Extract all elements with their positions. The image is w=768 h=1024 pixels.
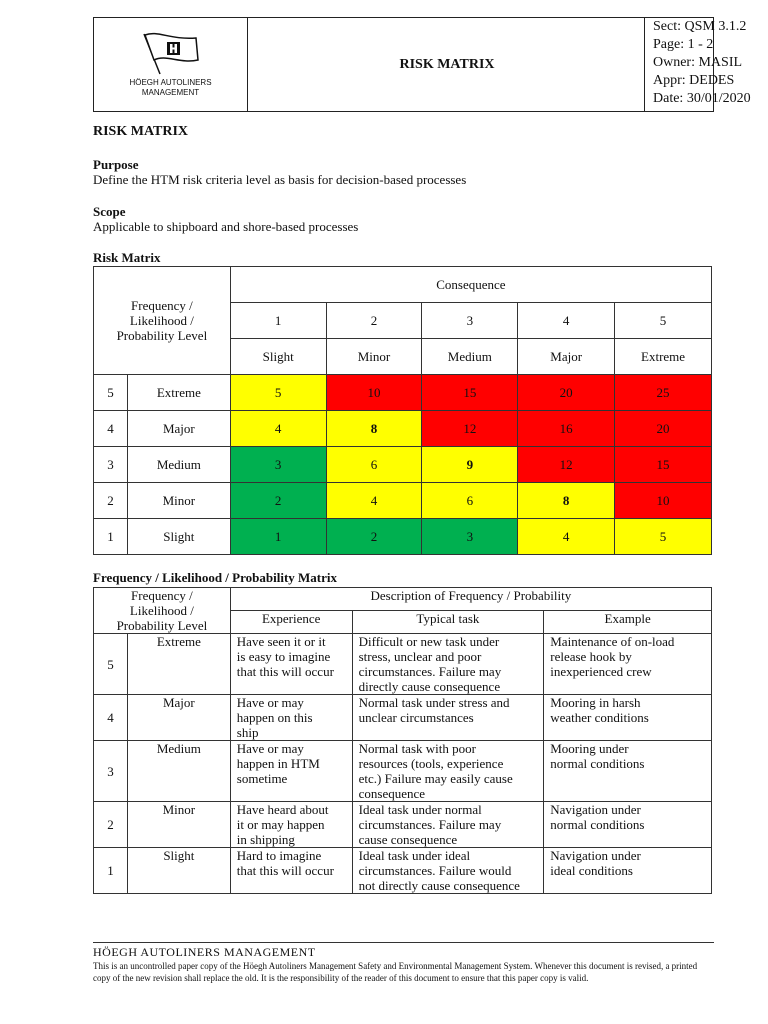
risk-score-cell: 8 xyxy=(518,483,615,519)
example-cell xyxy=(544,848,712,894)
risk-score-cell: 10 xyxy=(615,483,712,519)
company-name-line2: MANAGEMENT xyxy=(141,88,200,97)
risk-matrix-heading: Risk Matrix xyxy=(93,250,161,265)
risk-row xyxy=(94,519,712,555)
row-header-line: Probability Level xyxy=(116,328,208,343)
text-line: normal conditions xyxy=(550,817,645,832)
risk-score-cell: 3 xyxy=(230,447,326,483)
row-header-line: Frequency / xyxy=(131,588,193,603)
company-name xyxy=(94,78,247,98)
risk-score-cell: 5 xyxy=(230,375,326,411)
text-line: circumstances. Failure would xyxy=(358,863,512,878)
risk-score-cell: 4 xyxy=(518,519,615,555)
risk-score-cell: 15 xyxy=(615,447,712,483)
row-header-line: Frequency / xyxy=(131,298,193,313)
text-line: not directly cause consequence xyxy=(358,878,520,893)
experience-cell xyxy=(230,695,352,741)
risk-score-cell: 20 xyxy=(518,375,615,411)
text-line: Have or may xyxy=(236,741,304,756)
text-line: stress, unclear and poor xyxy=(358,649,482,664)
freq-row xyxy=(94,695,712,741)
company-name-line1: HÖEGH AUTOLINERS xyxy=(129,78,212,87)
frequency-level: 4 xyxy=(94,411,128,447)
text-line: Ideal task under normal xyxy=(358,802,482,817)
page-ref: Page: 1 - 2 xyxy=(653,37,714,52)
risk-score-cell: 16 xyxy=(518,411,615,447)
consequence-number: 5 xyxy=(615,303,712,339)
consequence-name: Minor xyxy=(326,339,422,375)
experience-header: Experience xyxy=(230,611,352,634)
text-line: inexperienced crew xyxy=(550,664,652,679)
example-cell xyxy=(544,634,712,695)
text-line: resources (tools, experience xyxy=(358,756,504,771)
consequence-number: 1 xyxy=(230,303,326,339)
risk-row-header xyxy=(94,267,231,375)
consequence-name: Major xyxy=(518,339,615,375)
text-line: Normal task under stress and xyxy=(358,695,510,710)
risk-score-cell: 5 xyxy=(615,519,712,555)
text-line: in shipping xyxy=(236,832,295,847)
risk-score-cell: 2 xyxy=(230,483,326,519)
document-title: RISK MATRIX xyxy=(93,124,189,139)
text-line: Have seen it or it xyxy=(236,634,326,649)
text-line: circumstances. Failure may xyxy=(358,817,502,832)
purpose-text: Define the HTM risk criteria level as basis for decision-based processes xyxy=(93,172,467,187)
text-line: that this will occur xyxy=(236,664,334,679)
text-line: normal conditions xyxy=(550,756,645,771)
freq-name: Extreme xyxy=(127,634,230,695)
row-header-line: Likelihood / xyxy=(129,313,194,328)
consequence-number: 3 xyxy=(422,303,518,339)
risk-score-cell: 25 xyxy=(615,375,712,411)
freq-row xyxy=(94,802,712,848)
text-line: release hook by xyxy=(550,649,632,664)
risk-score-cell: 4 xyxy=(230,411,326,447)
freq-name: Major xyxy=(127,695,230,741)
freq-row xyxy=(94,848,712,894)
risk-score-cell: 1 xyxy=(230,519,326,555)
frequency-name: Major xyxy=(127,411,230,447)
freq-level: 3 xyxy=(94,741,128,802)
frequency-level: 5 xyxy=(94,375,128,411)
frequency-level: 3 xyxy=(94,447,128,483)
approver-ref: Appr: DEDES xyxy=(653,73,735,88)
consequence-name: Extreme xyxy=(615,339,712,375)
text-line: that this will occur xyxy=(236,863,334,878)
typical-task-header: Typical task xyxy=(352,611,544,634)
task-cell xyxy=(352,741,544,802)
task-cell xyxy=(352,802,544,848)
owner-ref: Owner: MASIL xyxy=(653,55,743,70)
risk-score-cell: 6 xyxy=(422,483,518,519)
task-cell xyxy=(352,695,544,741)
text-line: consequence xyxy=(358,786,426,801)
risk-row xyxy=(94,375,712,411)
freq-row xyxy=(94,741,712,802)
risk-score-cell: 3 xyxy=(422,519,518,555)
text-line: it or may happen xyxy=(236,817,325,832)
scope-heading: Scope xyxy=(93,204,126,219)
frequency-name: Extreme xyxy=(127,375,230,411)
flag-logo-icon xyxy=(140,30,200,76)
frequency-name: Slight xyxy=(127,519,230,555)
text-line: Difficult or new task under xyxy=(358,634,500,649)
text-line: Mooring in harsh xyxy=(550,695,641,710)
risk-score-cell: 12 xyxy=(518,447,615,483)
company-logo-cell xyxy=(94,18,248,111)
freq-matrix-heading: Frequency / Likelihood / Probability Matrix xyxy=(93,570,337,585)
row-header-line: Probability Level xyxy=(116,618,208,633)
risk-row xyxy=(94,447,712,483)
task-cell xyxy=(352,634,544,695)
freq-name: Minor xyxy=(127,802,230,848)
example-cell xyxy=(544,695,712,741)
freq-level: 4 xyxy=(94,695,128,741)
freq-row xyxy=(94,634,712,695)
text-line: etc.) Failure may easily cause xyxy=(358,771,513,786)
risk-score-cell: 12 xyxy=(422,411,518,447)
freq-name: Slight xyxy=(127,848,230,894)
description-header: Description of Frequency / Probability xyxy=(230,588,711,611)
frequency-name: Minor xyxy=(127,483,230,519)
experience-cell xyxy=(230,802,352,848)
footer-disclaimer: This is an uncontrolled paper copy of the Höegh Autoliners Management Safety and Environmental Management System. Whenever this document is revised, a printed copy of the new revision shall replace the old. It is the responsibility of the reader of this document to ensure that this paper copy is valid. xyxy=(93,961,698,983)
text-line: Maintenance of on-load xyxy=(550,634,675,649)
consequence-name: Slight xyxy=(230,339,326,375)
text-line: weather conditions xyxy=(550,710,649,725)
example-cell xyxy=(544,741,712,802)
freq-level: 5 xyxy=(94,634,128,695)
text-line: is easy to imagine xyxy=(236,649,331,664)
row-header-line: Likelihood / xyxy=(129,603,194,618)
consequence-number: 4 xyxy=(518,303,615,339)
page-footer xyxy=(93,942,714,984)
freq-name: Medium xyxy=(127,741,230,802)
risk-row xyxy=(94,411,712,447)
text-line: ideal conditions xyxy=(550,863,633,878)
text-line: Ideal task under ideal xyxy=(358,848,471,863)
text-line: happen on this xyxy=(236,710,313,725)
consequence-header: Consequence xyxy=(230,267,711,303)
section-ref: Sect: QSM 3.1.2 xyxy=(653,19,747,34)
scope-text: Applicable to shipboard and shore-based processes xyxy=(93,219,359,234)
freq-level: 1 xyxy=(94,848,128,894)
text-line: cause consequence xyxy=(358,832,458,847)
footer-title: HÖEGH AUTOLINERS MANAGEMENT xyxy=(93,945,316,959)
frequency-name: Medium xyxy=(127,447,230,483)
risk-matrix-table xyxy=(93,266,712,555)
risk-score-cell: 20 xyxy=(615,411,712,447)
freq-row-header xyxy=(94,588,231,634)
risk-row xyxy=(94,483,712,519)
frequency-level: 1 xyxy=(94,519,128,555)
text-line: directly cause consequence xyxy=(358,679,501,694)
task-cell xyxy=(352,848,544,894)
text-line: Navigation under xyxy=(550,848,641,863)
text-line: ship xyxy=(236,725,259,740)
text-line: Have or may xyxy=(236,695,304,710)
text-line: Mooring under xyxy=(550,741,629,756)
experience-cell xyxy=(230,634,352,695)
freq-level: 2 xyxy=(94,802,128,848)
purpose-heading: Purpose xyxy=(93,157,139,172)
document-header xyxy=(93,17,751,112)
risk-score-cell: 4 xyxy=(326,483,422,519)
text-line: Hard to imagine xyxy=(236,848,322,863)
risk-score-cell: 8 xyxy=(326,411,422,447)
text-line: unclear circumstances xyxy=(358,710,474,725)
document-meta xyxy=(644,18,768,111)
risk-score-cell: 10 xyxy=(326,375,422,411)
header-title: RISK MATRIX xyxy=(399,56,495,72)
risk-score-cell: 2 xyxy=(326,519,422,555)
text-line: Navigation under xyxy=(550,802,641,817)
example-cell xyxy=(544,802,712,848)
text-line: circumstances. Failure may xyxy=(358,664,502,679)
text-line: Have heard about xyxy=(236,802,329,817)
risk-score-cell: 9 xyxy=(422,447,518,483)
date-ref: Date: 30/01/2020 xyxy=(653,91,751,106)
consequence-name: Medium xyxy=(422,339,518,375)
risk-score-cell: 6 xyxy=(326,447,422,483)
text-line: sometime xyxy=(236,771,288,786)
experience-cell xyxy=(230,848,352,894)
frequency-matrix-table xyxy=(93,587,712,894)
text-line: Normal task with poor xyxy=(358,741,476,756)
frequency-level: 2 xyxy=(94,483,128,519)
example-header: Example xyxy=(544,611,712,634)
text-line: happen in HTM xyxy=(236,756,320,771)
risk-score-cell: 15 xyxy=(422,375,518,411)
experience-cell xyxy=(230,741,352,802)
consequence-number: 2 xyxy=(326,303,422,339)
